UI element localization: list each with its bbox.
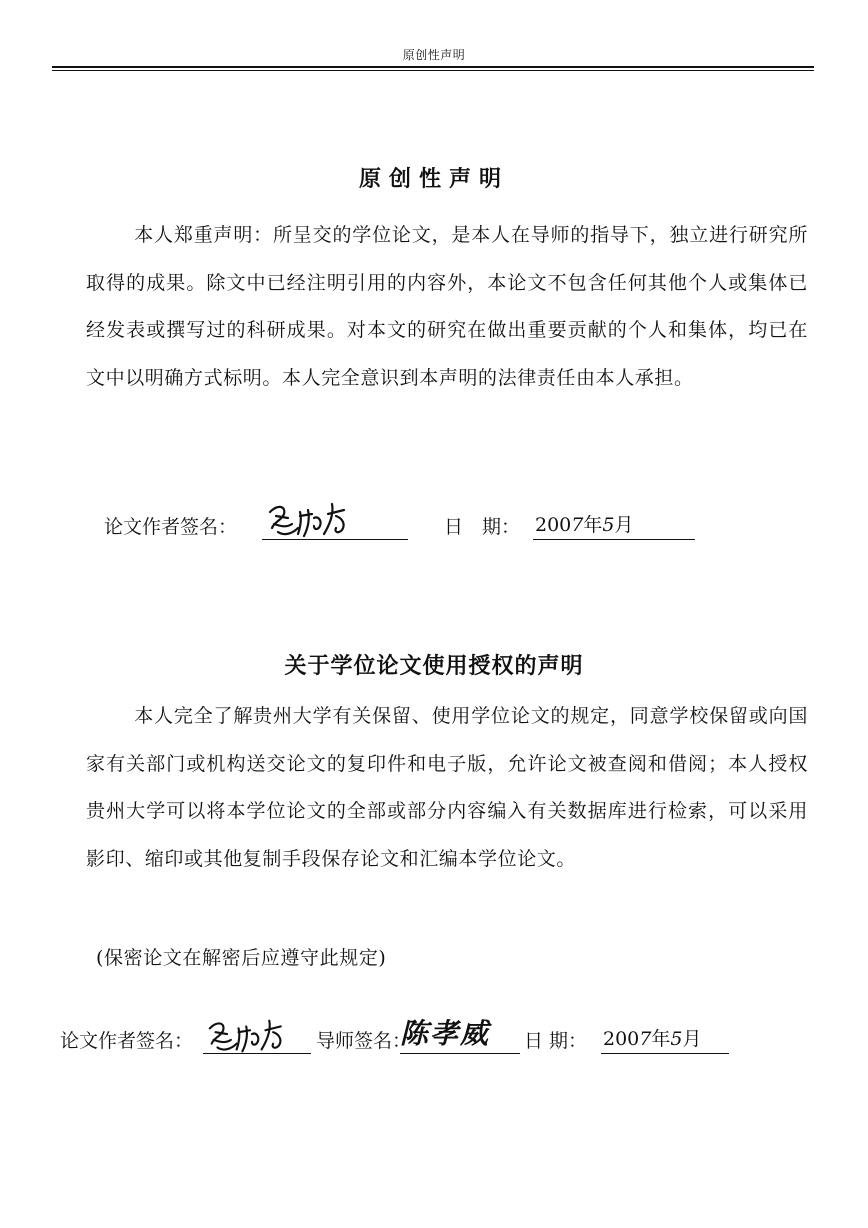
declaration-body-text: 本人郑重声明：所呈交的学位论文，是本人在导师的指导下，独立进行研究所取得的成果。除文中已经注明引用的内容外，本论文不包含任何其他个人或集体已经发表或撰写过的科研成果。对本文的研究在做出重要贡献的个人和集体，均已在文中以明确方式标明。本人完全意识到本声明的法律责任由本人承担。 bbox=[86, 224, 808, 389]
author-signature-label: 论文作者签名： bbox=[60, 1030, 194, 1052]
date-month-unit: 月 bbox=[614, 514, 634, 536]
declaration-signature-row bbox=[0, 508, 868, 548]
declaration-title: 原创性声明 bbox=[358, 167, 509, 192]
author-handwritten-signature bbox=[264, 498, 364, 542]
date-label: 日 期： bbox=[524, 1030, 588, 1052]
authorization-title: 关于学位论文使用授权的声明 bbox=[284, 654, 584, 679]
date-line bbox=[601, 1053, 729, 1054]
date-year-prefix: 200 bbox=[535, 514, 572, 536]
date-year-unit: 年 bbox=[583, 514, 603, 536]
date-month-unit: 月 bbox=[682, 1028, 702, 1050]
date-label: 日 期： bbox=[444, 516, 521, 538]
adviser-handwritten-signature: 陈孝威 bbox=[400, 1017, 491, 1050]
running-header-title: 原创性声明 bbox=[402, 48, 466, 62]
date-line bbox=[533, 539, 695, 540]
header-rule bbox=[52, 66, 814, 68]
signature-date bbox=[603, 1024, 701, 1051]
date-year-unit: 年 bbox=[651, 1028, 671, 1050]
signature-date bbox=[535, 510, 633, 537]
author-signature-label: 论文作者签名： bbox=[104, 516, 238, 538]
author-signature-line bbox=[203, 1053, 311, 1054]
author-handwritten-signature bbox=[204, 1014, 300, 1058]
date-month-digit: 5 bbox=[670, 1028, 683, 1050]
adviser-signature-line bbox=[400, 1053, 520, 1054]
date-month-digit: 5 bbox=[602, 514, 615, 536]
adviser-signature-label: 导师签名： bbox=[316, 1030, 412, 1052]
authorization-body-text: 本人完全了解贵州大学有关保留、使用学位论文的规定，同意学校保留或向国家有关部门或机构送交论文的复印件和电子版，允许论文被查阅和借阅；本人授权贵州大学可以将本学位论文的全部或部分内容编入有关数据库进行检索，可以采用影印、缩印或其他复制手段保存论文和汇编本学位论文。 bbox=[86, 705, 808, 870]
declaration-body bbox=[86, 212, 808, 402]
date-year-digit: 7 bbox=[639, 1028, 652, 1050]
authorization-signature-row bbox=[0, 1017, 868, 1060]
date-year-prefix: 200 bbox=[603, 1028, 640, 1050]
header-rule-thin bbox=[52, 70, 814, 71]
date-year-digit: 7 bbox=[571, 514, 584, 536]
author-signature-line bbox=[262, 539, 408, 540]
authorization-body bbox=[86, 693, 808, 883]
confidential-note: (保密论文在解密后应遵守此规定) bbox=[96, 947, 387, 969]
